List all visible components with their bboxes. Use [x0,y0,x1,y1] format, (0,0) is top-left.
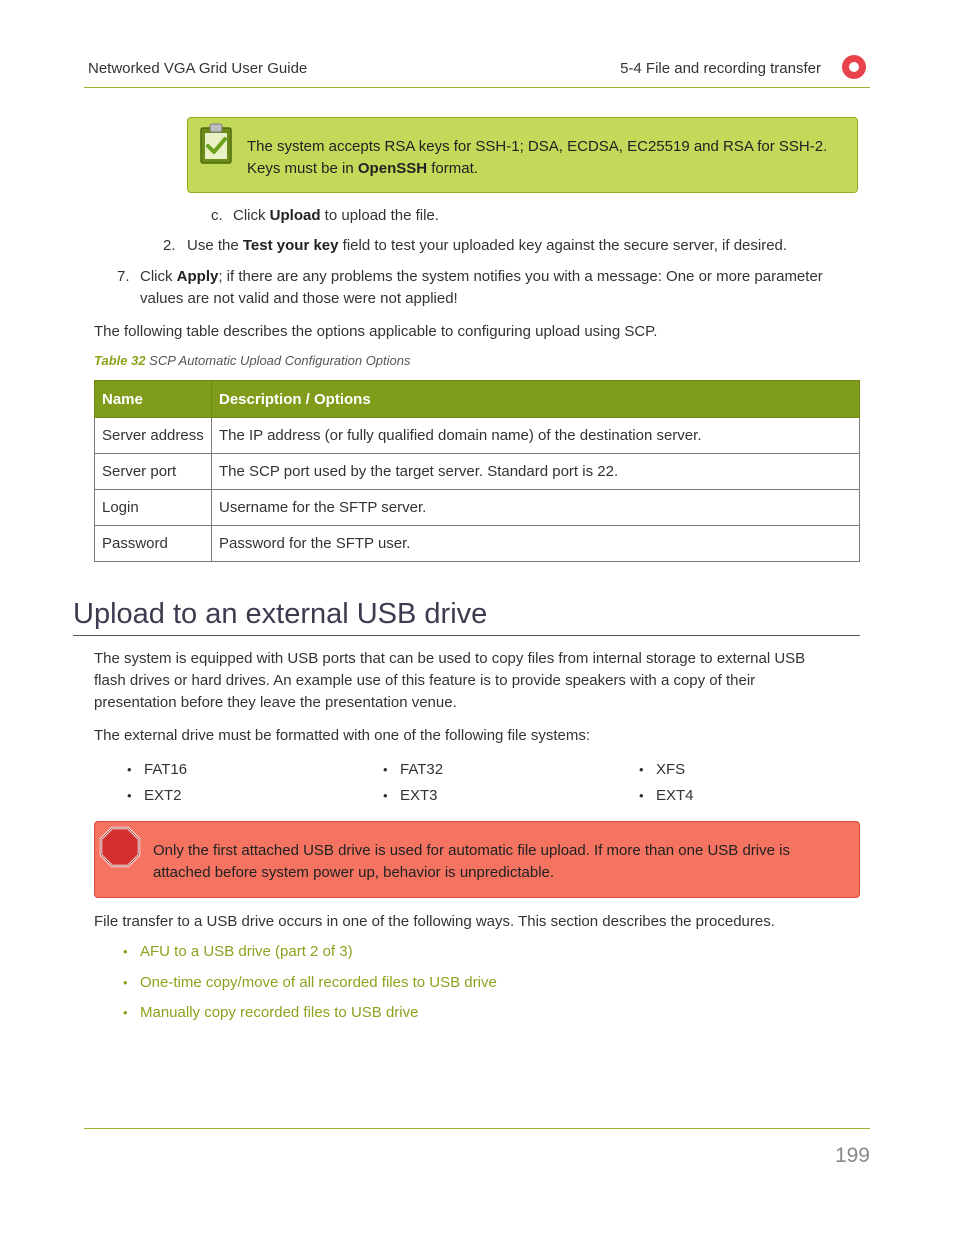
table-header-row [95,381,860,418]
list-item: • FAT32 [400,759,443,781]
note-box-keys [187,117,858,193]
step-marker-c: c. [211,207,223,224]
warning-text: Only the first attached USB drive is used for automatic file upload. If more than one USB drive is attached before system power up, behavior is unpredictable. [153,842,790,881]
list-item: • XFS [656,759,685,781]
list-item: • EXT2 [144,785,182,807]
record-icon [842,55,866,79]
list-item: • EXT3 [400,785,438,807]
note-text: The system accepts RSA keys for SSH-1; DSA, ECDSA, EC25519 and RSA for SSH-2. Keys must be in OpenSSH format. [247,138,828,177]
link-afu-usb[interactable]: • AFU to a USB drive (part 2 of 3) [140,941,353,963]
header-divider [84,87,870,88]
step-marker-2: 2. [163,237,176,254]
section-title: 5-4 File and recording transfer [620,60,821,77]
header-description: Description / Options [212,381,860,418]
section-heading: Upload to an external USB drive [73,598,488,630]
scp-options-table [94,380,860,562]
link-manual-copy[interactable]: • Manually copy recorded files to USB drive [140,1002,418,1024]
table-row: Server port The SCP port used by the target server. Standard port is 22. [95,454,860,490]
clipboard-check-icon [199,123,233,165]
doc-title: Networked VGA Grid User Guide [88,60,308,77]
step-c-text: Click Upload to upload the file. [233,207,439,224]
table-caption: Table 32 SCP Automatic Upload Configuration Options [94,353,411,368]
step-2-text: Use the Test your key field to test your uploaded key against the secure server, if desired. [187,237,788,254]
list-item: • EXT4 [656,785,694,807]
table-row: Password Password for the SFTP user. [95,526,860,562]
usb-paragraph-1: The system is equipped with USB ports that can be used to copy files from internal storage to external USB flash drives or hard drives. An example use of this feature is to provide speakers with a copy of their presentation before they leave the presentation venue. [94,650,806,711]
header-name: Name [95,381,212,418]
openssh-term: OpenSSH [357,160,428,177]
usb-paragraph-3: File transfer to a USB drive occurs in one of the following ways. This section describes the procedures. [94,913,775,930]
stop-sign-icon [99,826,141,868]
table-row: Login Username for the SFTP server. [95,490,860,526]
step-marker-7: 7. [117,268,130,285]
warning-box-usb [94,821,860,898]
list-item: • FAT16 [144,759,187,781]
step-7-text: Click Apply; if there are any problems the system notifies you with a message: One or more parameter values are not valid and those were not applied! [140,268,823,307]
footer-divider [84,1128,870,1129]
table-intro: The following table describes the options applicable to configuring upload using SCP. [94,323,658,340]
link-one-time-copy[interactable]: • One-time copy/move of all recorded files to USB drive [140,972,497,994]
page-number: 199 [834,1144,870,1167]
table-row: Server address The IP address (or fully qualified domain name) of the destination server. [95,418,860,454]
usb-paragraph-2: The external drive must be formatted with one of the following file systems: [94,727,591,744]
heading-divider [73,635,860,636]
